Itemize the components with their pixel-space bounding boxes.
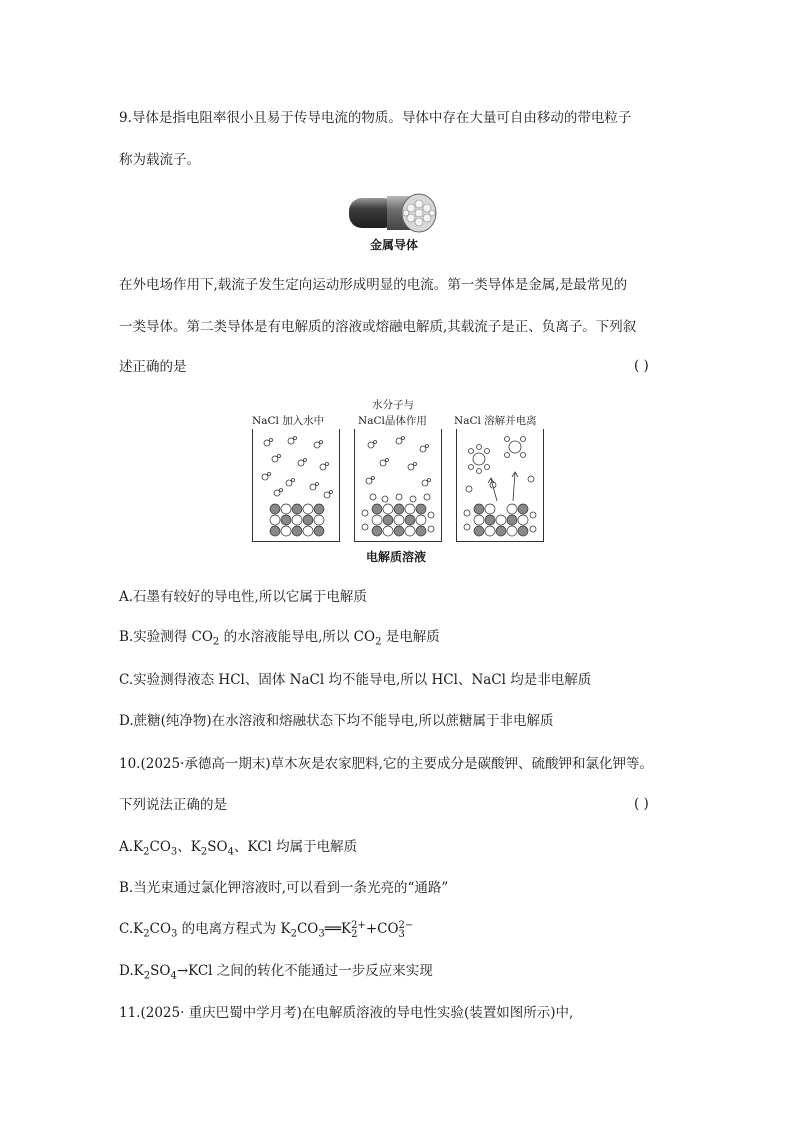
q10-stem-line-1: 10.(2025·承德高一期末)草木灰是农家肥料,它的主要成分是碳酸钾、硫酸钾和氯化钾等。: [119, 756, 653, 772]
q10-answer-bracket: ( ): [634, 796, 649, 812]
beaker-nacl-dissolved: [456, 429, 544, 542]
q10-option-b: B.当光束通过氯化钾溶液时,可以看到一条光亮的“通路”: [119, 880, 449, 896]
q9-option-d: D.蔗糖(纯净物)在水溶液和熔融状态下均不能导电,所以蔗糖属于非电解质: [119, 713, 554, 729]
q9-answer-bracket: ( ): [634, 358, 649, 374]
beaker-2-label-line-2: NaCl晶体作用: [358, 415, 427, 427]
q10-stem-line-2: 下列说法正确的是: [119, 797, 227, 813]
beaker-1-label: NaCl 加入水中: [252, 415, 325, 427]
q9-option-c: C.实验测得液态 HCl、固体 NaCl 均不能导电,所以 HCl、NaCl 均是非电解质: [119, 672, 592, 688]
electrolyte-figure-caption: 电解质溶液: [366, 550, 427, 564]
q11-stem-line-1: 11.(2025· 重庆巴蜀中学月考)在电解质溶液的导电性实验(装置如图所示)中,: [119, 1005, 574, 1021]
q10-option-d: $D.K_2SO_4\to KCl$ 之间的转化不能通过一步反应来实现: [119, 963, 433, 982]
q9-stem-line-3: 在外电场作用下,载流子发生定向运动形成明显的电流。第一类导体是金属,是最常见的: [119, 277, 628, 293]
q9-option-b: B.实验测得 $CO_2$ 的水溶液能导电,所以 $CO_2$ 是电解质: [119, 629, 440, 648]
q10-option-c: $C.K_2CO_3$ 的电离方程式为 $K_2CO_3══K$ 2+ 2 +CO 2− 3: [119, 919, 414, 940]
beaker-nacl-added: [252, 429, 340, 542]
q9-stem-line-4: 一类导体。第二类导体是有电解质的溶液或熔融电解质,其载流子是正、负离子。下列叙: [119, 319, 637, 335]
q10-option-a: $A.K_2CO_3$、$K_2SO_4$、KCl 均属于电解质: [119, 839, 358, 858]
q9-option-a: A.石墨有较好的导电性,所以它属于电解质: [119, 589, 367, 605]
metal-conductor-image: [347, 192, 445, 234]
beaker-water-crystal-interaction: [354, 429, 442, 542]
beaker-3-label: NaCl 溶解并电离: [454, 415, 537, 427]
q9-stem-line-5: 述正确的是: [119, 359, 187, 375]
beaker-2-label-line-1: 水分子与: [372, 399, 414, 411]
q9-stem-line-2: 称为载流子。: [119, 152, 200, 168]
metal-conductor-caption: 金属导体: [370, 238, 419, 252]
q9-stem-line-1: 9.导体是指电阻率很小且易于传导电流的物质。导体中存在大量可自由移动的带电粒子: [119, 110, 632, 126]
